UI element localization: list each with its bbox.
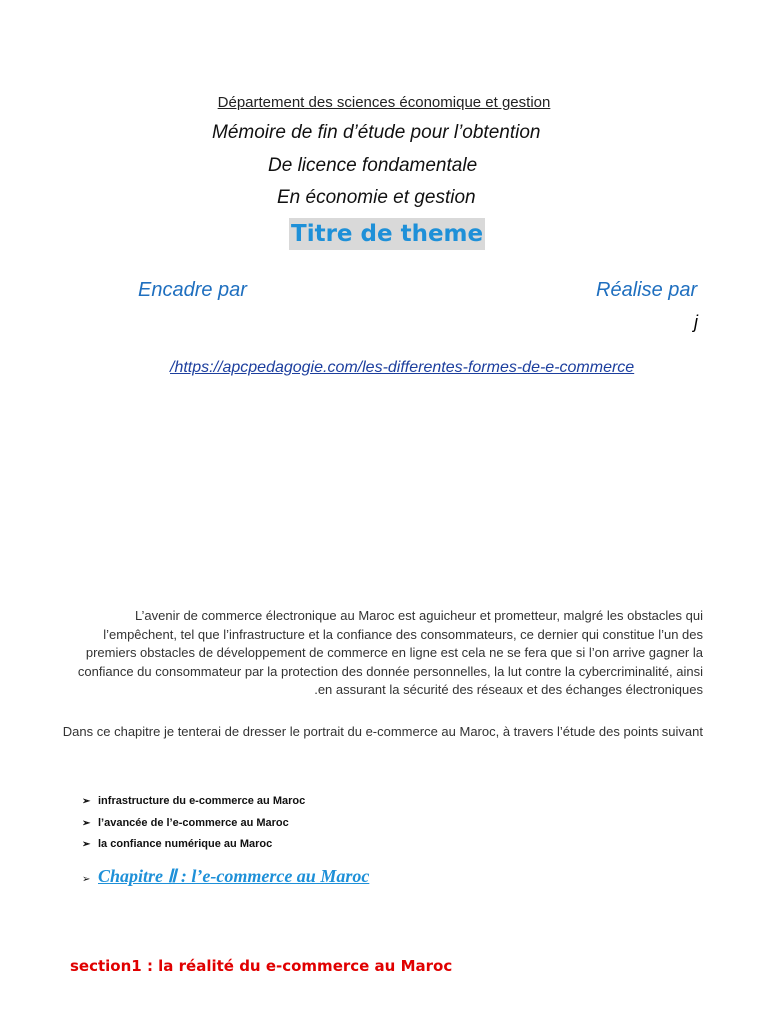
author-name: j [694, 312, 698, 332]
list-item-label: la confiance numérique au Maroc [98, 838, 273, 850]
chapter-title[interactable]: Chapitre Ⅱ : l’e-commerce au Maroc [98, 866, 370, 886]
arrow-bullet-icon: ➢ [82, 796, 91, 807]
arrow-bullet-icon: ➢ [82, 874, 91, 885]
licence-line: De licence fondamentale [268, 155, 478, 176]
list-item [82, 838, 272, 850]
authored-by-label: Réalise par [596, 279, 698, 301]
intro-paragraph: L’avenir de commerce électronique au Maroc est aguicheur et prometteur, malgré les obstacles qui l’empêchent, tel que l’infrastructure et la confiance des consommateurs, ce dernier qui constitue l’un des premiers obstacles de développement de commerce en ligne est cela ne se fera que si l’on arrive gagner la confiance du consommateur par la protection des donnée personnelles, la lut contre la cybercriminalité, ainsi en assurant la sécurité des réseaux et des échanges électroniques. [77, 608, 703, 697]
chapter-heading [82, 866, 369, 887]
memoire-line: Mémoire de fin d’étude pour l’obtention [212, 122, 541, 143]
chapter-intro-paragraph: Dans ce chapitre je tenterai de dresser le portrait du e-commerce au Maroc, à travers l’étude des points suivant [62, 724, 703, 739]
department-heading: Département des sciences économique et gestion [217, 94, 551, 111]
arrow-bullet-icon: ➢ [82, 818, 91, 829]
list-item-label: infrastructure du e-commerce au Maroc [98, 795, 306, 807]
list-item-label: l’avancée de l’e-commerce au Maroc [98, 817, 289, 829]
theme-title: Titre de theme [289, 218, 485, 250]
source-link[interactable]: /https://apcpedagogie.com/les-differentes-formes-de-e-commerce [170, 359, 635, 376]
economie-line: En économie et gestion [277, 187, 476, 208]
section-heading: section1 : la réalité du e-commerce au Maroc [70, 957, 453, 975]
list-item [82, 795, 305, 807]
arrow-bullet-icon: ➢ [82, 839, 91, 850]
supervised-by-label: Encadre par [138, 279, 247, 301]
list-item [82, 817, 289, 829]
